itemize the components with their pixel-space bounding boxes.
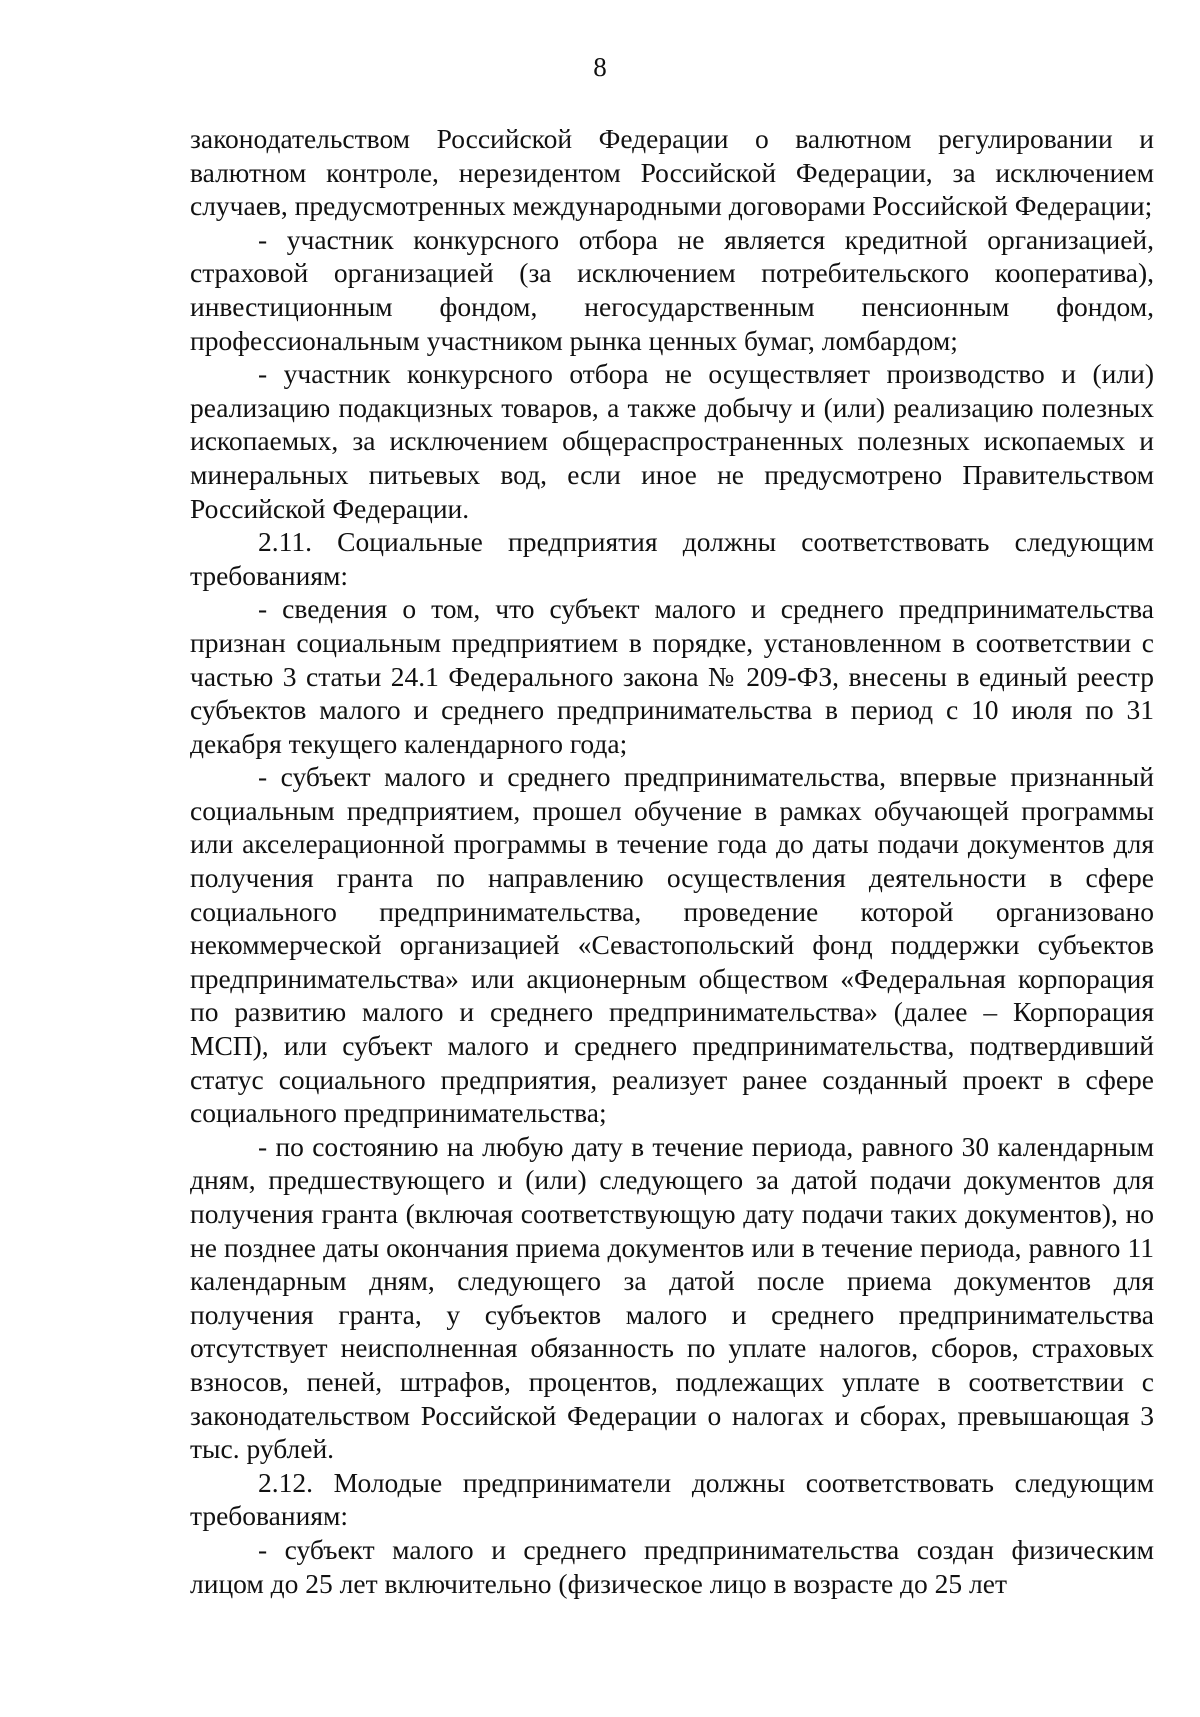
paragraph-not-credit-organization: - участник конкурсного отбора не является кредитной организацией, страховой организацией (за исключением потребительского кооператива), инвестиционным фондом, негосударственным пенсионным фондом, профессиональным участником рынка ценных бумаг, ломбардом; (190, 223, 1154, 356)
document-body (190, 122, 1154, 1600)
paragraph-tax-debt: - по состоянию на любую дату в течение периода, равного 30 календарным дням, предшествующего и (или) следующего за датой подачи документов для получения гранта (включая соответствующую дату подачи таких документов), но не позднее даты окончания приема документов или в течение периода, равного 11 календарным дням, следующего за датой после приема документов для получения гранта, у субъектов малого и среднего предпринимательства отсутствует неисполненная обязанность по уплате налогов, сборов, страховых взносов, пеней, штрафов, процентов, подлежащих уплате в соответствии с законодательством Российской Федерации о налогах и сборах, превышающая 3 тыс. рублей. (190, 1130, 1154, 1465)
page-number: 8 (593, 52, 607, 82)
paragraph-training-program: - субъект малого и среднего предпринимательства, впервые признанный социальным предприятием, прошел обучение в рамках обучающей программы или акселерационной программы в течение года до даты подачи документов для получения гранта по направлению осуществления деятельности в сфере социального предпринимательства, проведение которой организовано некоммерческой организацией «Севастопольский фонд поддержки субъектов предпринимательства» или акционерным обществом «Федеральная корпорация по развитию малого и среднего предпринимательства» (далее – Корпорация МСП), или субъект малого и среднего предпринимательства, подтвердивший статус социального предприятия, реализует ранее созданный проект в сфере социального предпринимательства; (190, 761, 1154, 1129)
paragraph-continuation: законодательством Российской Федерации о валютном регулировании и валютном контроле, нерезидентом Российской Федерации, за исключением случаев, предусмотренных международными договорами Российской Федерации; (190, 123, 1154, 222)
paragraph-social-enterprise-registry: - сведения о том, что субъект малого и среднего предпринимательства признан социальным предприятием в порядке, установленном в соответствии с частью 3 статьи 24.1 Федерального закона № 209-ФЗ, внесены в единый реестр субъектов малого и среднего предпринимательства в период с 10 июля по 31 декабря текущего календарного года; (190, 593, 1154, 759)
section-2-11-heading: 2.11. Социальные предприятия должны соответствовать следующим требованиям: (190, 526, 1154, 591)
paragraph-no-excise-goods: - участник конкурсного отбора не осуществляет производство и (или) реализацию подакцизных товаров, а также добычу и (или) реализацию полезных ископаемых, за исключением общераспространенных полезных ископаемых и минеральных питьевых вод, если иное не предусмотрено Правительством Российской Федерации. (190, 358, 1154, 524)
paragraph-young-entrepreneur: - субъект малого и среднего предпринимательства создан физическим лицом до 25 лет включительно (физическое лицо в возрасте до 25 лет (190, 1533, 1154, 1599)
section-2-12-heading: 2.12. Молодые предприниматели должны соответствовать следующим требованиям: (190, 1466, 1154, 1532)
